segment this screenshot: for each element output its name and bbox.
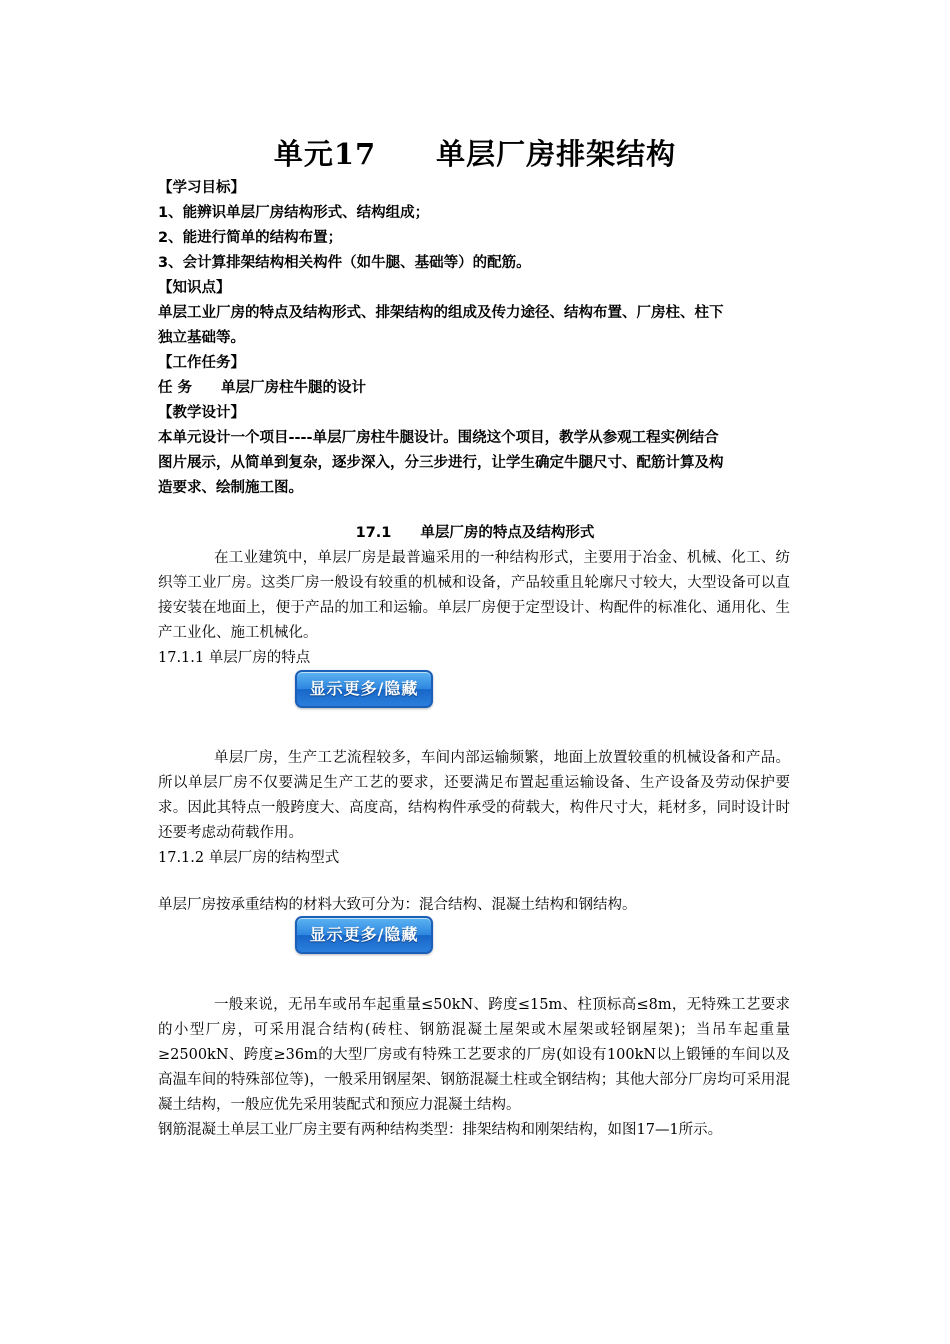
task-item: 任 务 单层厂房柱牛腿的设计 [158, 380, 367, 396]
knowledge-heading: 【知识点】 [158, 280, 231, 296]
teaching-heading: 【教学设计】 [158, 405, 245, 421]
show-more-toggle-button[interactable]: 显示更多/隐藏 [295, 916, 433, 954]
knowledge-text-line: 单层工业厂房的特点及结构形式、排架结构的组成及传力途径、结构布置、厂房柱、柱下 [158, 305, 724, 321]
learning-goal-item: 1、能辨识单层厂房结构形式、结构组成； [158, 205, 430, 221]
teaching-text-line: 图片展示，从简单到复杂，逐步深入，分三步进行，让学生确定牛腿尺寸、配筋计算及构 [158, 455, 724, 471]
section-title: 17.1 单层厂房的特点及结构形式 [355, 525, 595, 541]
learning-goals-heading: 【学习目标】 [158, 180, 245, 196]
subsection-heading: 17.1.2 单层厂房的结构型式 [158, 850, 340, 866]
expanded-features-text: 单层厂房，生产工艺流程较多，车间内部运输频繁，地面上放置较重的机械设备和产品。所以单层厂房不仅要满足生产工艺的要求，还要满足布置起重运输设备、生产设备及劳动保护要求。因此其特点一般跨度大、高度高，结构构件承受的荷载大，构件尺寸大，耗材多，同时设计时还要考虑动荷载作用。 [158, 750, 790, 841]
subsection-heading: 17.1.1 单层厂房的特点 [158, 650, 311, 666]
learning-goal-item: 2、能进行简单的结构布置； [158, 230, 343, 246]
tasks-heading: 【工作任务】 [158, 355, 245, 371]
section-intro: 在工业建筑中，单层厂房是最普遍采用的一种结构形式，主要用于冶金、机械、化工、纺织等工业厂房。这类厂房一般设有较重的机械和设备，产品较重且轮廓尺寸较大，大型设备可以直接安装在地面上，便于产品的加工和运输。单层厂房便于定型设计、构配件的标准化、通用化、生产工业化、施工机械化。 [158, 550, 790, 641]
page-title: 单元17 单层厂房排架结构 [273, 137, 677, 171]
structure-types-intro: 单层厂房按承重结构的材料大致可分为：混合结构、混凝土结构和钢结构。 [158, 897, 637, 913]
show-more-toggle-button[interactable]: 显示更多/隐藏 [295, 670, 433, 708]
expanded-structure-text: 一般来说，无吊车或吊车起重量≤50kN、跨度≤15m、柱顶标高≤8m，无特殊工艺要求的小型厂房，可采用混合结构(砖柱、钢筋混凝土屋架或木屋架或轻钢屋架)；当吊车起重量≥2500kN、跨度≥36m的大型厂房或有特殊工艺要求的厂房(如设有100kN以上锻锤的车间以及高温车间的特殊部位等)，一般采用钢屋架、钢筋混凝土柱或全钢结构；其他大部分厂房均可采用混凝土结构，一般应优先采用装配式和预应力混凝土结构。 [158, 997, 790, 1113]
teaching-text-line: 本单元设计一个项目----单层厂房柱牛腿设计。围绕这个项目，教学从参观工程实例结合 [158, 430, 719, 446]
learning-goal-item: 3、会计算排架结构相关构件（如牛腿、基础等）的配筋。 [158, 255, 531, 271]
teaching-text-line: 造要求、绘制施工图。 [158, 480, 303, 496]
knowledge-text-line: 独立基础等。 [158, 330, 245, 346]
closing-text: 钢筋混凝土单层工业厂房主要有两种结构类型：排架结构和刚架结构，如图17—1所示。 [158, 1122, 723, 1138]
